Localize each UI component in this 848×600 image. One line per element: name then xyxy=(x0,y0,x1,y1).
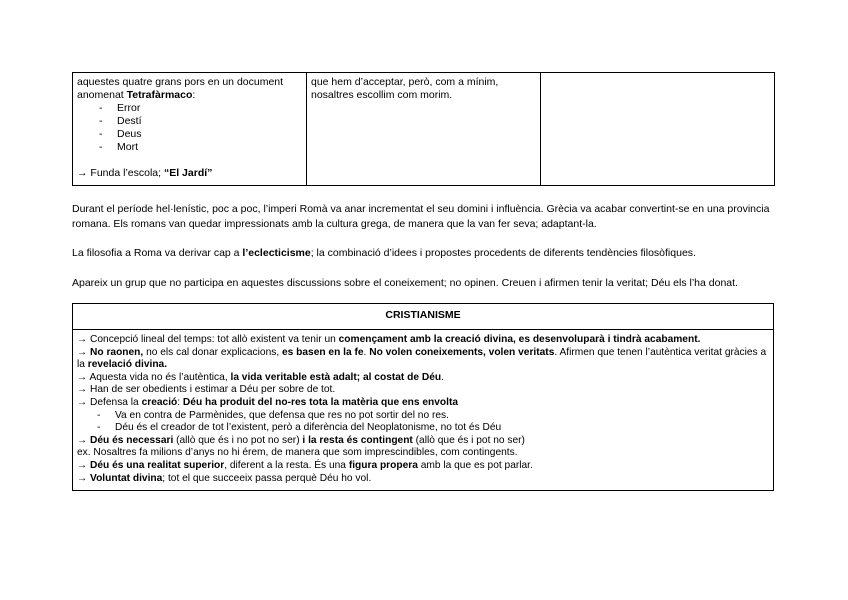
list-item: → Voluntat divina; tot el que succeeix passa perquè Déu ho vol. xyxy=(77,472,372,484)
paragraph-group: Apareix un grup que no participa en aquestes discussions sobre el coneixement; no opinen. Creuen i afirmen tenir la veritat; Déu els l’ha donat. xyxy=(72,277,738,289)
fears-list xyxy=(77,102,302,154)
cristianisme-table xyxy=(72,303,774,491)
list-item: - Deus xyxy=(99,128,302,141)
list-item: - Error xyxy=(99,102,302,115)
cristianisme-title: CRISTIANISME xyxy=(73,304,774,330)
paragraph-hellenistic: Durant el període hel·lenístic, poc a poc, l’imperi Romà va anar incrementat el seu domini i influència. Grècia va acabar convertint-se en una provincia romana. Els romans van quedar impressionats amb la cultura grega, de manera que la van fer seva; adaptant-la. xyxy=(72,203,770,230)
list-item: - Va en contra de Parmènides, que defensa que res no pot sortir del no res. xyxy=(77,410,769,423)
top-table-cell-1 xyxy=(73,73,307,186)
school-line: → Funda l’escola; “El Jardí” xyxy=(77,167,213,179)
list-item: → Concepció lineal del temps: tot allò existent va tenir un començament amb la creació divina, es desenvoluparà i tindrà acabament. xyxy=(77,334,701,345)
list-item: → Aquesta vida no és l’autèntica, la vida veritable està adalt; al costat de Déu. xyxy=(77,371,444,383)
list-item: → No raonen, no els cal donar explicacions, es basen en la fe. No volen coneixements, volen veritats. Afirmen que tenen l’autèntica veritat gràcies a la revelació divina. xyxy=(77,346,767,371)
top-table-cell-2: que hem d’acceptar, però, com a mínim, nosaltres escollim com morim. xyxy=(307,73,541,186)
list-item: → Déu és una realitat superior, diferent a la resta. És una figura propera amb la que es pot parlar. xyxy=(77,459,533,471)
list-item: - Déu és el creador de tot l’existent, però a diferència del Neoplatonisme, no tot és Déu xyxy=(77,422,769,435)
paragraph-eclecticism: La filosofia a Roma va derivar cap a l’eclecticisme; la combinació d’idees i propostes procedents de diferents tendències filosòfiques. xyxy=(72,247,696,259)
list-item: - Mort xyxy=(99,141,302,154)
list-item: ex. Nosaltres fa milions d’anys no hi érem, de manera que som imprescindibles, com contingents. xyxy=(77,447,518,459)
list-item: → Defensa la creació: Déu ha produit del no-res tota la matèria que ens envolta xyxy=(77,396,459,408)
top-table-cell-3 xyxy=(541,73,775,186)
list-item: - Destí xyxy=(99,115,302,128)
list-item: → Han de ser obedients i estimar a Déu per sobre de tot. xyxy=(77,384,336,396)
list-item: → Déu és necessari (allò que és i no pot no ser) i la resta és contingent (allò que és i pot no ser) xyxy=(77,434,525,446)
top-table xyxy=(72,72,775,186)
cristianisme-body xyxy=(73,330,774,491)
tetrafarmaco-intro: aquestes quatre grans pors en un document anomenat Tetrafàrmaco: xyxy=(77,76,284,101)
